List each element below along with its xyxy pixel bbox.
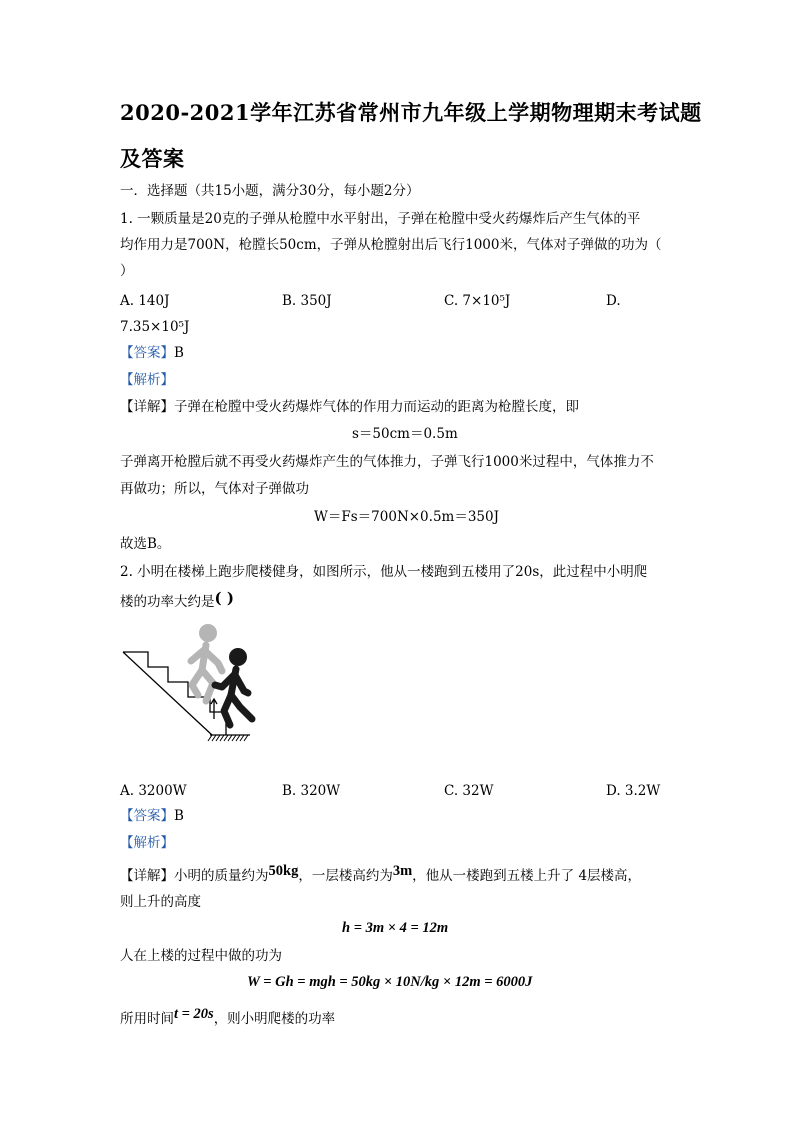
q1-answer <box>120 344 184 362</box>
q2-answer-paren: ( ) <box>214 589 234 607</box>
q1-answer-tag: 【答案】 <box>120 345 174 361</box>
q2-option-b: B. 320W <box>282 783 341 799</box>
q2-analysis-tag: 【解析】 <box>120 835 174 851</box>
q1-answer-value: B <box>174 345 184 361</box>
q1-detail-tag: 【详解】 <box>120 399 174 415</box>
q1-detail-line3: 再做功；所以，气体对子弹做功 <box>120 481 309 497</box>
section-heading: 一．选择题（共15小题，满分30分，每小题2分） <box>120 183 420 199</box>
black-runner-figure <box>215 648 252 725</box>
q2-equation-work: W = Gh = mgh = 50kg × 10N/kg × 12m = 6000J <box>247 974 533 990</box>
q2-answer-value: B <box>174 808 184 824</box>
q1-option-a: A. 140J <box>120 293 170 309</box>
q2-option-d: D. 3.2W <box>606 783 661 799</box>
q2-detail-text4b: ，则小明爬楼的功率 <box>213 1011 336 1027</box>
q2-option-a: A. 3200W <box>120 783 187 799</box>
q1-stem-line3: ） <box>120 263 134 279</box>
q2-stem-text2: 楼的功率大约是 <box>120 594 215 610</box>
q2-stem-line1: 2. 小明在楼梯上跑步爬楼健身，如图所示，他从一楼跑到五楼用了20s，此过程中小明爬 <box>120 564 648 580</box>
q1-stem-line1: 1. 一颗质量是20克的子弹从枪膛中水平射出，子弹在枪膛中受火药爆炸后产生气体的平 <box>120 211 641 227</box>
q1-option-b: B. 350J <box>282 293 332 309</box>
q1-detail-text1: 子弹在枪膛中受火药爆炸气体的作用力而运动的距离为枪膛长度，即 <box>174 399 579 415</box>
q2-detail-line4 <box>120 1006 336 1028</box>
q1-analysis-tag: 【解析】 <box>120 372 174 388</box>
ground-hatch <box>208 735 248 741</box>
q1-conclusion: 故选B。 <box>120 536 171 552</box>
q2-mass-value: 50kg <box>268 863 299 879</box>
q2-floor-height-value: 3m <box>392 863 413 879</box>
q2-detail-tag: 【详解】 <box>120 868 174 884</box>
q2-equation-height: h = 3m × 4 = 12m <box>342 920 449 936</box>
stair-running-figure <box>118 615 263 745</box>
q1-stem-line2: 均作用力是700N，枪膛长50cm，子弹从枪膛射出后飞行1000米，气体对子弹做的功为（ <box>120 237 662 253</box>
q1-option-d-value: 7.35×10⁵J <box>120 319 190 335</box>
grey-runner-figure <box>191 624 222 701</box>
q2-detail-line3: 人在上楼的过程中做的功为 <box>120 948 282 964</box>
q1-option-d: D. <box>606 293 621 309</box>
q2-option-c: C. 32W <box>444 783 494 799</box>
q1-option-c: C. 7×10⁵J <box>444 293 511 309</box>
q2-detail-line1 <box>120 863 642 885</box>
q2-detail-text1c: ，他从一楼跑到五楼上升了 4层楼高， <box>412 868 642 884</box>
q2-detail-text4a: 所用时间 <box>120 1011 174 1027</box>
q1-detail-line2: 子弹离开枪膛后就不再受火药爆炸产生的气体推力，子弹飞行1000米过程中，气体推力不 <box>120 454 654 470</box>
q1-detail-line1 <box>120 398 579 416</box>
document-title-line2: 及答案 <box>120 146 185 171</box>
q2-detail-text1a: 小明的质量约为 <box>174 868 269 884</box>
q2-time-value: t = 20s <box>174 1006 214 1022</box>
document-title-line1: 2020-2021学年江苏省常州市九年级上学期物理期末考试题 <box>120 100 702 125</box>
q2-detail-text1b: ，一层楼高约为 <box>298 868 393 884</box>
q1-equation-work: W＝Fs＝700N×0.5m＝350J <box>314 509 500 525</box>
q1-equation-distance: s＝50cm＝0.5m <box>352 426 458 442</box>
q2-answer <box>120 807 184 825</box>
q2-stem-line2 <box>120 589 234 611</box>
q2-answer-tag: 【答案】 <box>120 808 174 824</box>
q2-detail-line2: 则上升的高度 <box>120 894 201 910</box>
